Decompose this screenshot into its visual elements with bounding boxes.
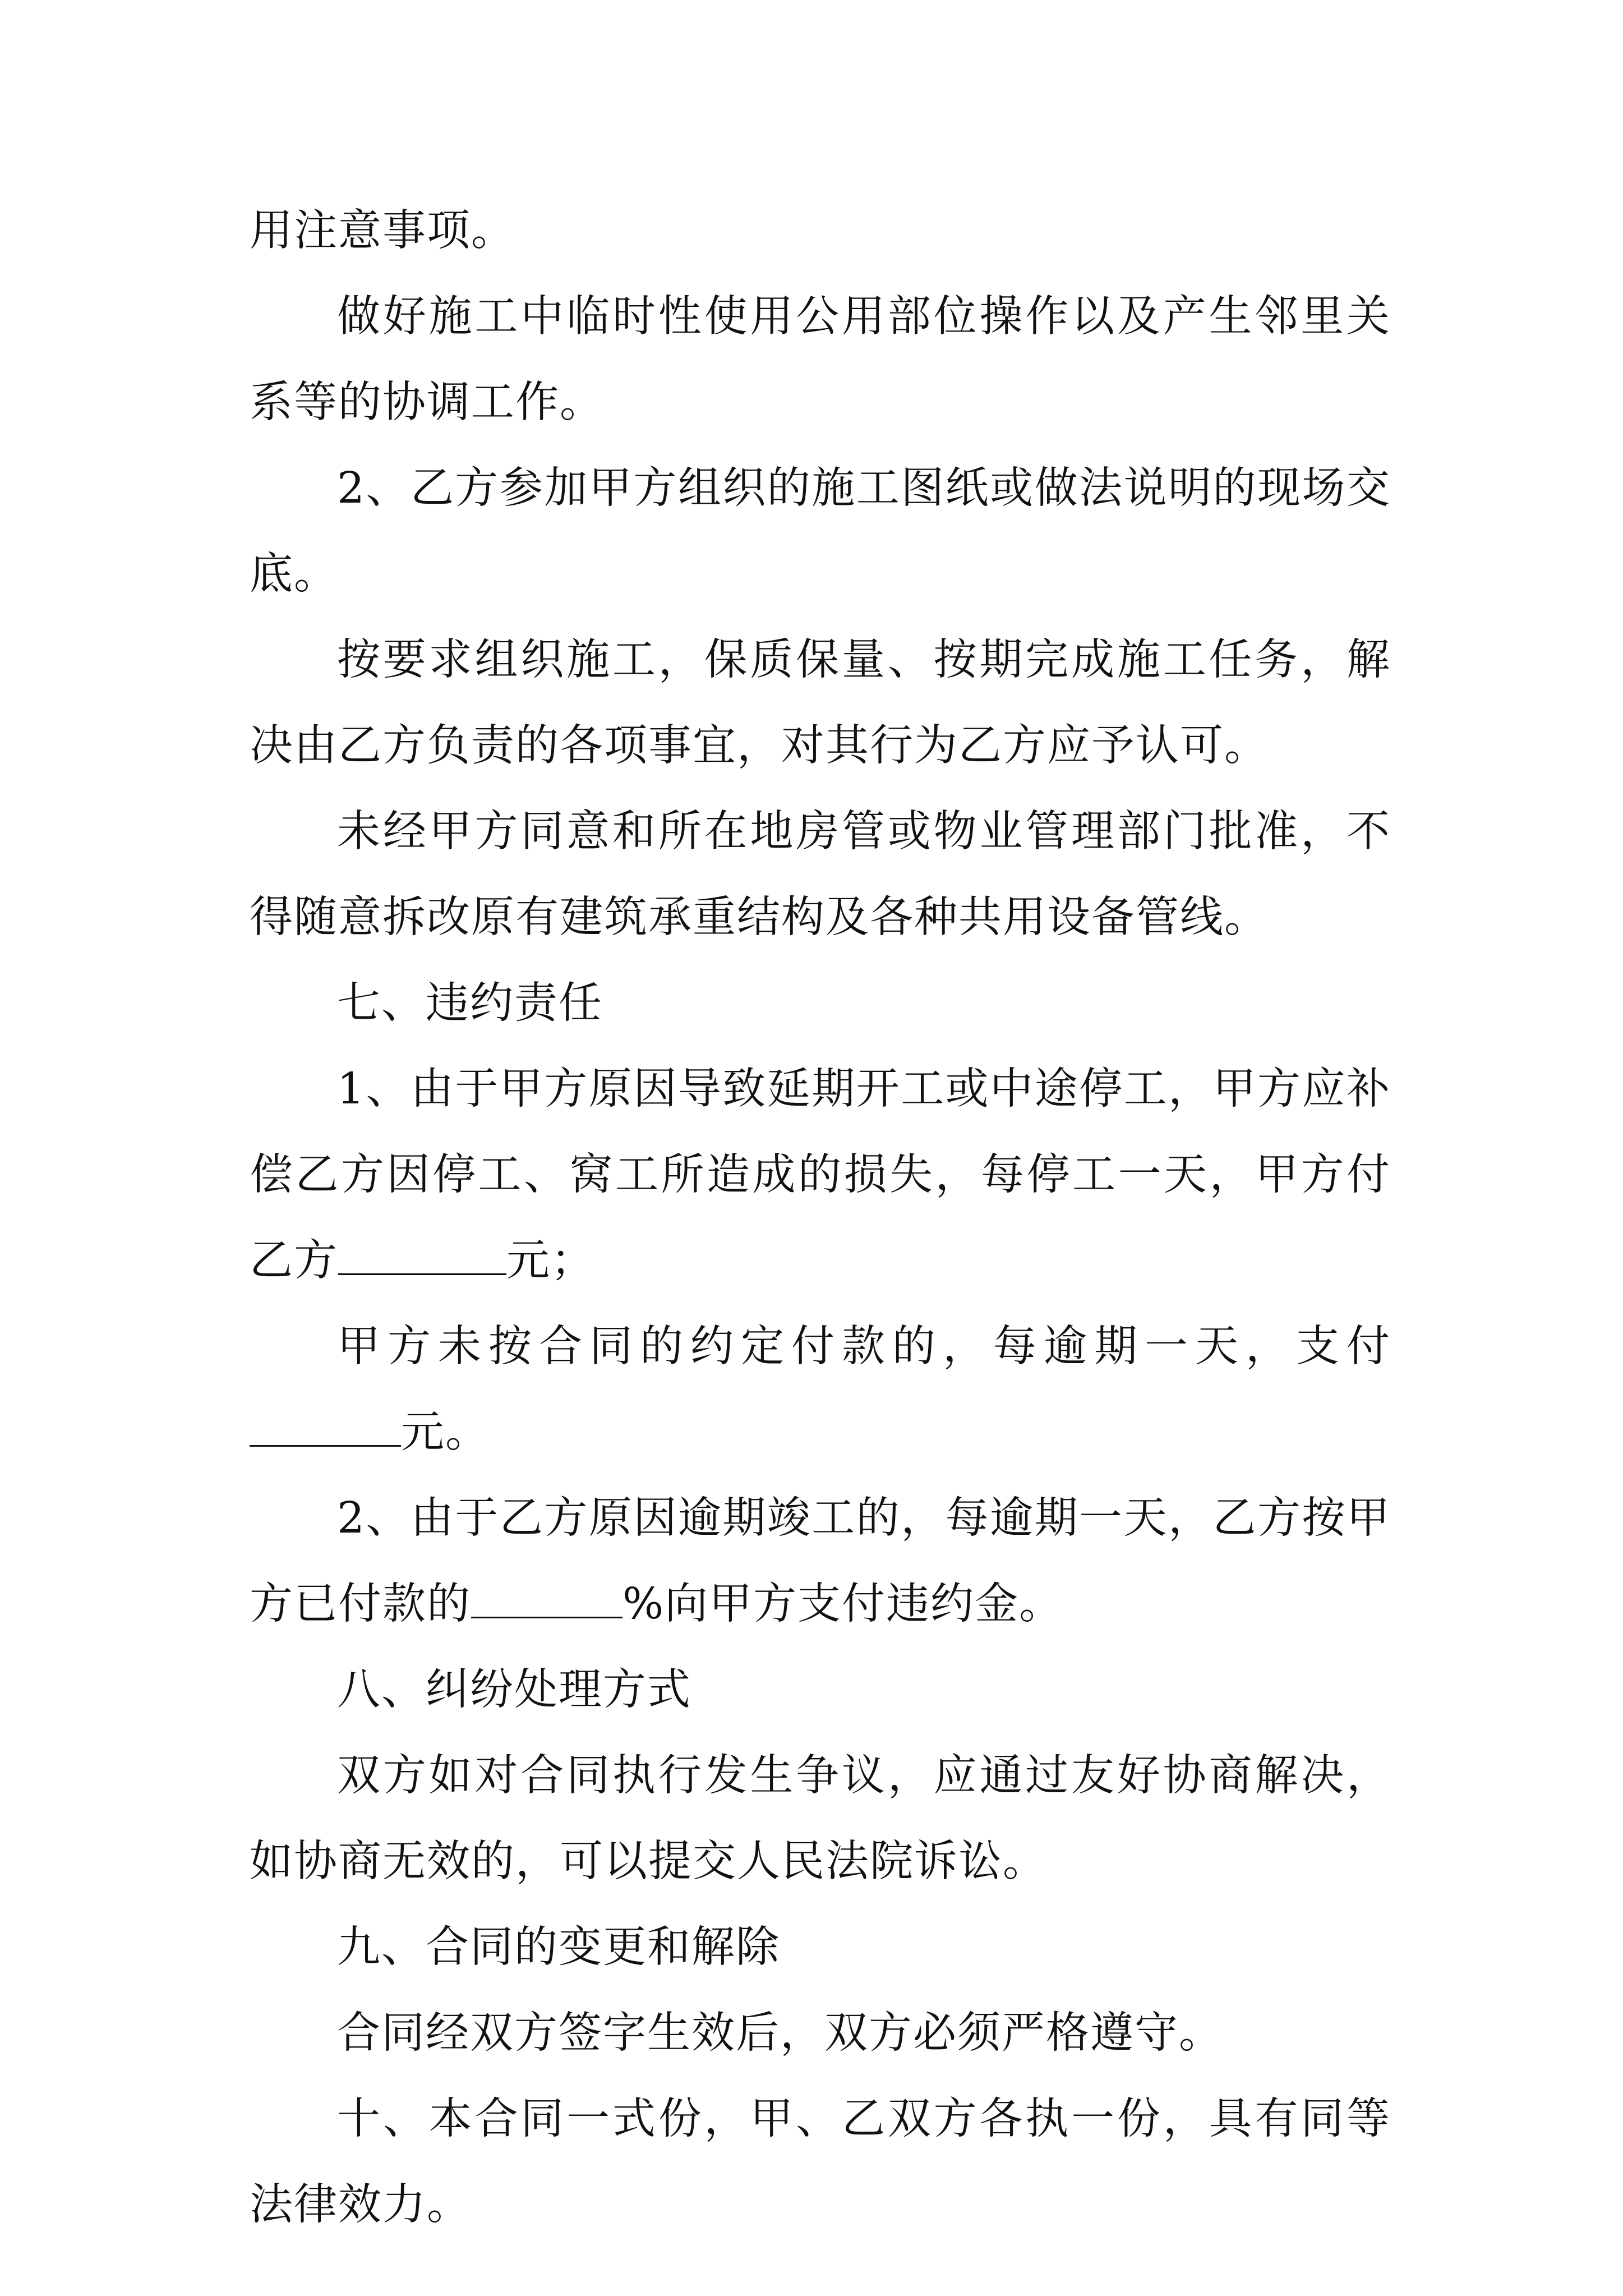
- paragraph-text: 元。: [401, 1407, 490, 1457]
- paragraph-late-completion: [250, 1475, 1391, 1647]
- paragraph: 未经甲方同意和所在地房管或物业管理部门批准，不得随意拆改原有建筑承重结构及各种共用设备管线。: [250, 807, 1391, 942]
- section-heading-breach: 七、违约责任: [337, 978, 603, 1028]
- paragraph-text: %向甲方支付违约金。: [623, 1579, 1064, 1629]
- paragraph-copies-clause: 十、本合同一式份，甲、乙双方各执一份，具有同等法律效力。: [250, 2094, 1391, 2230]
- paragraph-delay-compensation: [250, 1046, 1391, 1304]
- fill-in-blank-daily-amount: [338, 1240, 506, 1275]
- contract-body: [250, 188, 1391, 2248]
- paragraph-text: 1、由于甲方原因导致延期开工或中途停工，甲方应补偿乙方因停工、窝工所造成的损失，每停工一天，甲方付乙方: [250, 1064, 1391, 1286]
- fill-in-blank-penalty-percent: [471, 1583, 623, 1618]
- paragraph: 用注意事项。: [250, 206, 515, 256]
- paragraph-text: 元；: [506, 1236, 595, 1286]
- section-heading-amendment: 九、合同的变更和解除: [337, 1922, 780, 1972]
- fill-in-blank-late-payment-amount: [250, 1411, 401, 1447]
- paragraph: 双方如对合同执行发生争议，应通过友好协商解决，如协商无效的，可以提交人民法院诉讼。: [250, 1751, 1391, 1887]
- section-heading-dispute: 八、纠纷处理方式: [337, 1665, 691, 1715]
- paragraph-text: 甲方未按合同的约定付款的，每逾期一天，支付: [337, 1322, 1391, 1372]
- paragraph: 2、乙方参加甲方组织的施工图纸或做法说明的现场交底。: [250, 463, 1391, 599]
- paragraph: 按要求组织施工，保质保量、按期完成施工任务，解决由乙方负责的各项事宜，对其行为乙方应予认可。: [250, 635, 1391, 771]
- paragraph-late-payment: [250, 1304, 1391, 1475]
- paragraph: 做好施工中临时性使用公用部位操作以及产生邻里关系等的协调工作。: [250, 292, 1391, 427]
- paragraph: 合同经双方签字生效后，双方必须严格遵守。: [337, 2008, 1223, 2058]
- paragraph-text: 2、由于乙方原因逾期竣工的，每逾期一天，乙方按甲方已付款的: [250, 1493, 1391, 1629]
